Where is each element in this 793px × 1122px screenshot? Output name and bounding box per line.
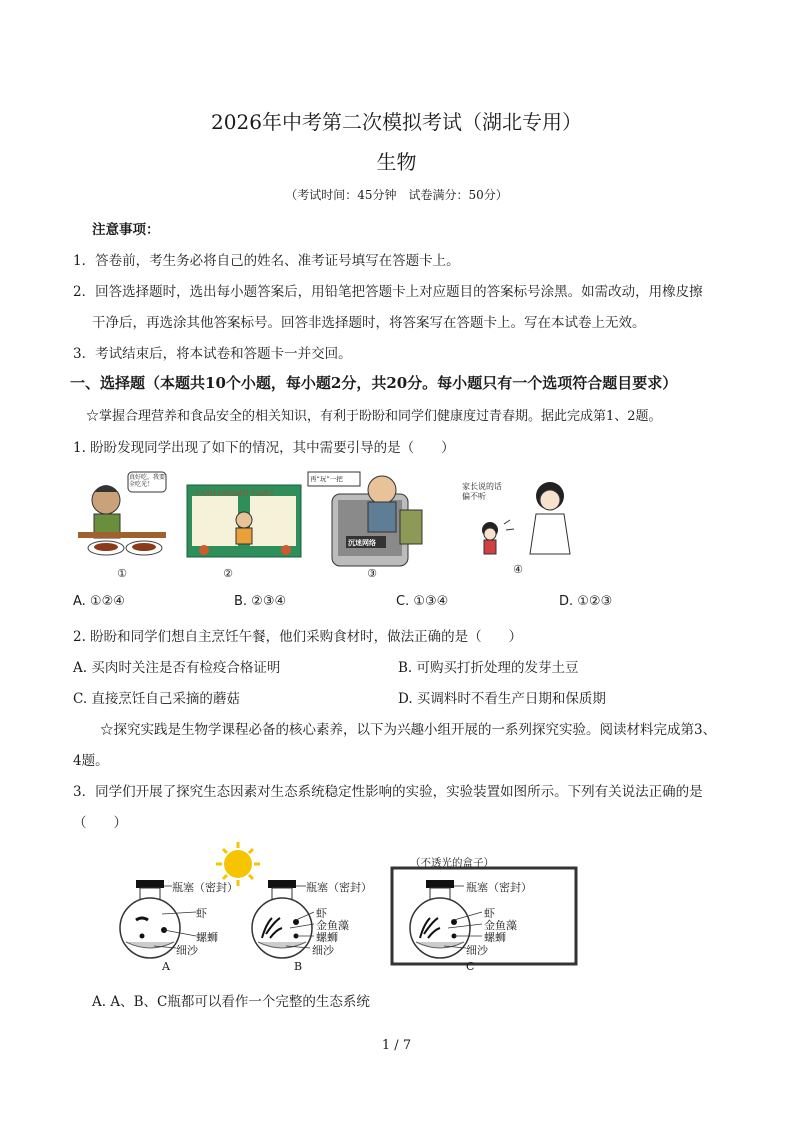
- flask-c-shrimp-label: 虾: [484, 907, 495, 920]
- flask-c-snail-label: 螺蛳: [484, 931, 506, 944]
- section-intro-2-cont: 4题。: [73, 753, 109, 769]
- flask-b: [252, 880, 312, 958]
- flask-c-algae-label: 金鱼藻: [484, 919, 517, 932]
- flask-b-shrimp-label: 虾: [316, 907, 327, 920]
- caption-4: ④: [513, 563, 523, 576]
- flask-c-stopper-label: 瓶塞（密封）: [466, 881, 532, 894]
- notice-item-1: 1．答卷前，考生务必将自己的姓名、准考证号填写在答题卡上。: [73, 253, 460, 269]
- flask-b-caption: B: [294, 960, 303, 973]
- experiment-diagram: [110, 842, 580, 982]
- q1-option-a: A. ①②④: [73, 594, 125, 609]
- caption-2: ②: [223, 567, 233, 580]
- flask-a-sand-label: 细沙: [176, 944, 198, 957]
- flask-a: [120, 880, 180, 958]
- flask-a-snail-label: 螺蛳: [196, 931, 218, 944]
- flask-c: [410, 880, 470, 958]
- flask-b-stopper-label: 瓶塞（密封）: [306, 881, 372, 894]
- flask-a-stopper-label: 瓶塞（密封）: [172, 881, 238, 894]
- section-intro-1: ☆掌握合理营养和食品安全的相关知识，有利于盼盼和同学们健康度过青春期。据此完成第1、2题。: [86, 409, 662, 424]
- caption-3: ③: [367, 567, 377, 580]
- q1-option-b: B. ②③④: [234, 594, 287, 609]
- exam-time-info: （考试时间：45分钟 试卷满分：50分）: [285, 188, 508, 202]
- dark-box-label: （不透光的盒子）: [410, 857, 494, 869]
- flask-c-caption: C: [466, 960, 475, 973]
- section-heading: 一、选择题（本题共10个小题，每小题2分，共20分。每小题只有一个选项符合题目要求）: [70, 374, 678, 392]
- flask-b-algae-label: 金鱼藻: [316, 919, 349, 932]
- q2-option-d: D. 买调料时不看生产日期和保质期: [398, 691, 606, 707]
- flask-a-shrimp-label: 虾: [196, 907, 207, 920]
- q1-option-c: C. ①③④: [396, 594, 449, 609]
- question-1-stem: 1. 盼盼发现同学出现了如下的情况，其中需要引导的是（ ）: [73, 440, 455, 456]
- q2-option-a: A. 买肉时关注是否有检疫合格证明: [73, 660, 281, 676]
- q3-option-a: A. A、B、C瓶都可以看作一个完整的生态系统: [92, 994, 370, 1010]
- bubble-4: 家长说的话偏不听: [462, 482, 502, 501]
- flask-a-caption: A: [162, 960, 170, 973]
- question-3-stem-cont: （ ）: [73, 815, 127, 831]
- flask-c-sand-label: 细沙: [466, 944, 488, 957]
- exam-title: 2026年中考第二次模拟考试（湖北专用）: [211, 110, 582, 134]
- question-3-stem: 3．同学们开展了探究生态因素对生态系统稳定性影响的实验，实验装置如图所示。下列有关说法正确的是: [73, 784, 703, 800]
- q1-option-d: D. ①②③: [559, 594, 613, 609]
- phone-screen-text: 沉迷网络: [348, 539, 376, 547]
- cartoon-internet-addiction: [306, 470, 434, 568]
- q2-option-b: B. 可购买打折处理的发芽土豆: [398, 660, 579, 676]
- bubble-1: 真好吃，我要全吃光！: [129, 474, 166, 488]
- bubble-2: 今天的1小时运动打卡完成了: [193, 489, 276, 497]
- exam-subject: 生物: [376, 150, 417, 174]
- notice-item-2-cont: 干净后，再选涂其他答案标号。回答非选择题时，将答案写在答题卡上。写在本试卷上无效。: [92, 315, 646, 331]
- flask-b-snail-label: 螺蛳: [316, 931, 338, 944]
- question-2-stem: 2. 盼盼和同学们想自主烹饪午餐，他们采购食材时，做法正确的是（ ）: [73, 629, 523, 645]
- bubble-3: 再“玩”一把: [310, 475, 343, 483]
- caption-1: ①: [117, 567, 127, 580]
- page-number: 1 / 7: [381, 1038, 412, 1053]
- section-intro-2: ☆探究实践是生物学课程必备的核心素养，以下为兴趣小组开展的一系列探究实验。阅读材料完成第3、: [100, 722, 717, 738]
- flask-b-sand-label: 细沙: [312, 944, 334, 957]
- notice-item-2: 2．回答选择题时，选出每小题答案后，用铅笔把答题卡上对应题目的答案标号涂黑。如需改动，用橡皮擦: [73, 284, 703, 300]
- q2-option-c: C. 直接烹饪自己采摘的蘑菇: [73, 691, 240, 707]
- notice-heading: 注意事项：: [92, 222, 160, 238]
- notice-item-3: 3．考试结束后，将本试卷和答题卡一并交回。: [73, 346, 352, 362]
